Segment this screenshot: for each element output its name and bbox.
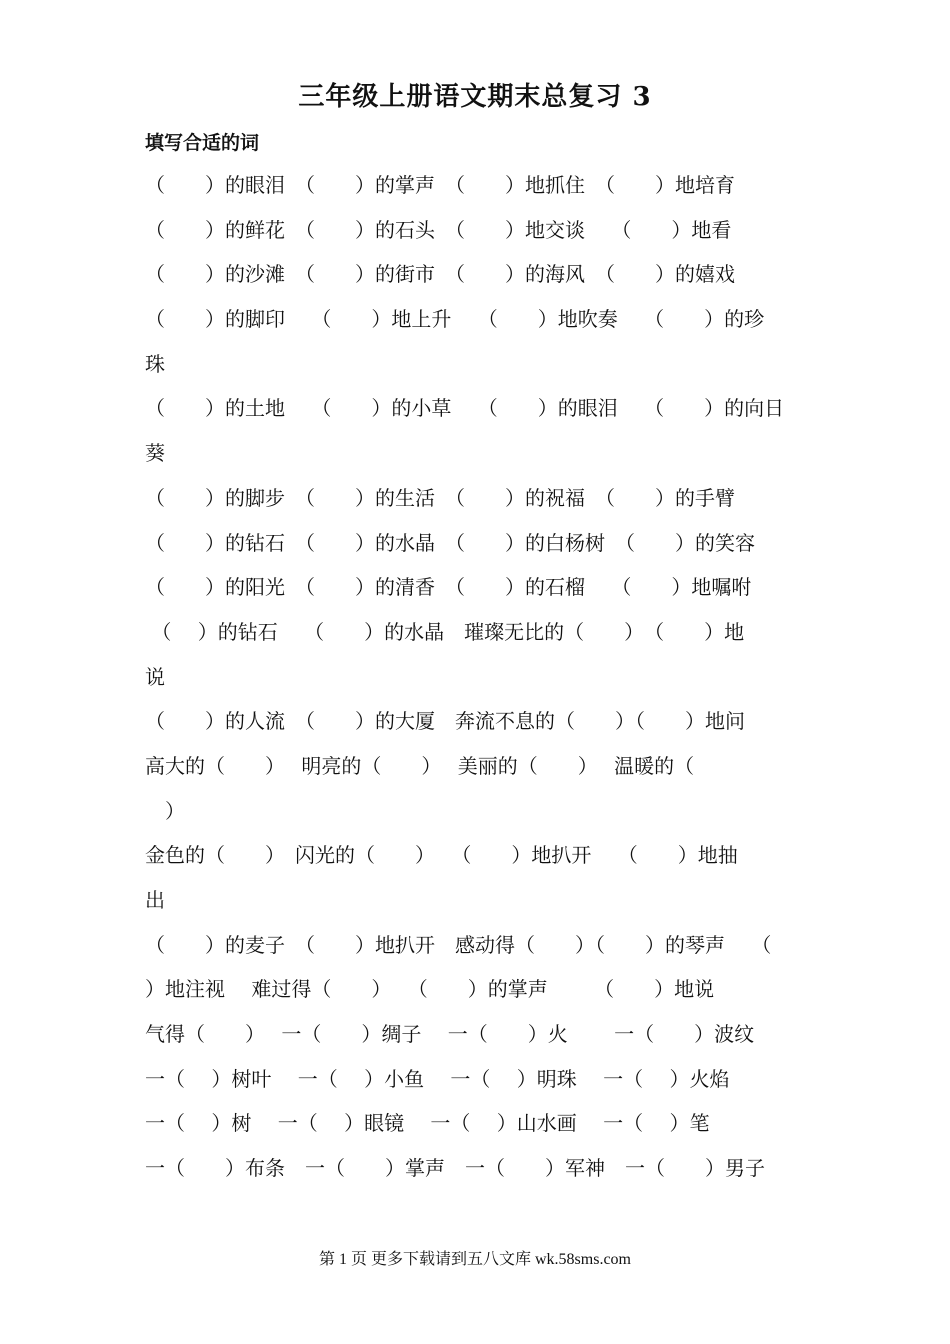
exercise-line: （ ）的麦子 （ ）地扒开 感动得（ ）（ ）的琴声 （ bbox=[145, 932, 772, 957]
exercise-line: 葵 bbox=[145, 441, 165, 466]
exercise-line: 一（ ）树 一（ ）眼镜 一（ ）山水画 一（ ）笔 bbox=[145, 1111, 710, 1136]
exercise-line: （ ）的鲜花 （ ）的石头 （ ）地交谈 （ ）地看 bbox=[145, 217, 732, 242]
exercise-line: ）地注视 难过得（ ） （ ）的掌声 （ ）地说 bbox=[145, 977, 715, 1002]
exercise-line: 一（ ）树叶 一（ ）小鱼 一（ ）明珠 一（ ）火焰 bbox=[145, 1066, 730, 1091]
exercise-line: 高大的（ ） 明亮的（ ） 美丽的（ ） 温暖的（ bbox=[145, 753, 695, 778]
exercise-line: 说 bbox=[145, 664, 165, 689]
exercise-line: （ ）的土地 （ ）的小草 （ ）的眼泪 （ ）的向日 bbox=[145, 396, 785, 421]
exercise-line: 金色的（ ） 闪光的（ ） （ ）地扒开 （ ）地抽 bbox=[145, 843, 738, 868]
exercise-line: 一（ ）布条 一（ ）掌声 一（ ）军神 一（ ）男子 bbox=[145, 1156, 765, 1181]
exercise-line: （ ）的钻石 （ ）的水晶 璀璨无比的（ ） （ ）地 bbox=[145, 619, 745, 644]
exercise-lines bbox=[145, 168, 810, 1196]
exercise-line: （ ）的钻石 （ ）的水晶 （ ）的白杨树 （ ）的笑容 bbox=[145, 530, 755, 555]
exercise-line: 气得（ ） 一（ ）绸子 一（ ）火 一（ ）波纹 bbox=[145, 1022, 755, 1047]
exercise-line: （ ）的沙滩 （ ）的街市 （ ）的海风 （ ）的嬉戏 bbox=[145, 262, 735, 287]
exercise-line: （ ）的脚印 （ ）地上升 （ ）地吹奏 （ ）的珍 bbox=[145, 307, 765, 332]
exercise-line: （ ）的人流 （ ）的大厦 奔流不息的（ ）（ ）地问 bbox=[145, 709, 745, 734]
exercise-line: （ ）的阳光 （ ）的清香 （ ）的石榴 （ ）地嘱咐 bbox=[145, 575, 752, 600]
exercise-line: 出 bbox=[145, 888, 165, 912]
page-title: 三年级上册语文期末总复习 3 bbox=[298, 82, 652, 112]
exercise-line: （ ）的脚步 （ ）的生活 （ ）的祝福 （ ）的手臂 bbox=[145, 485, 735, 510]
exercise-line: ） bbox=[145, 798, 185, 823]
exercise-line: 珠 bbox=[145, 351, 165, 376]
section-heading: 填写合适的词 bbox=[145, 132, 260, 154]
exercise-line: （ ）的眼泪 （ ）的掌声 （ ）地抓住 （ ）地培育 bbox=[145, 173, 735, 197]
page-footer: 第 1 页 更多下载请到五八文库 wk.58sms.com bbox=[318, 1251, 631, 1268]
